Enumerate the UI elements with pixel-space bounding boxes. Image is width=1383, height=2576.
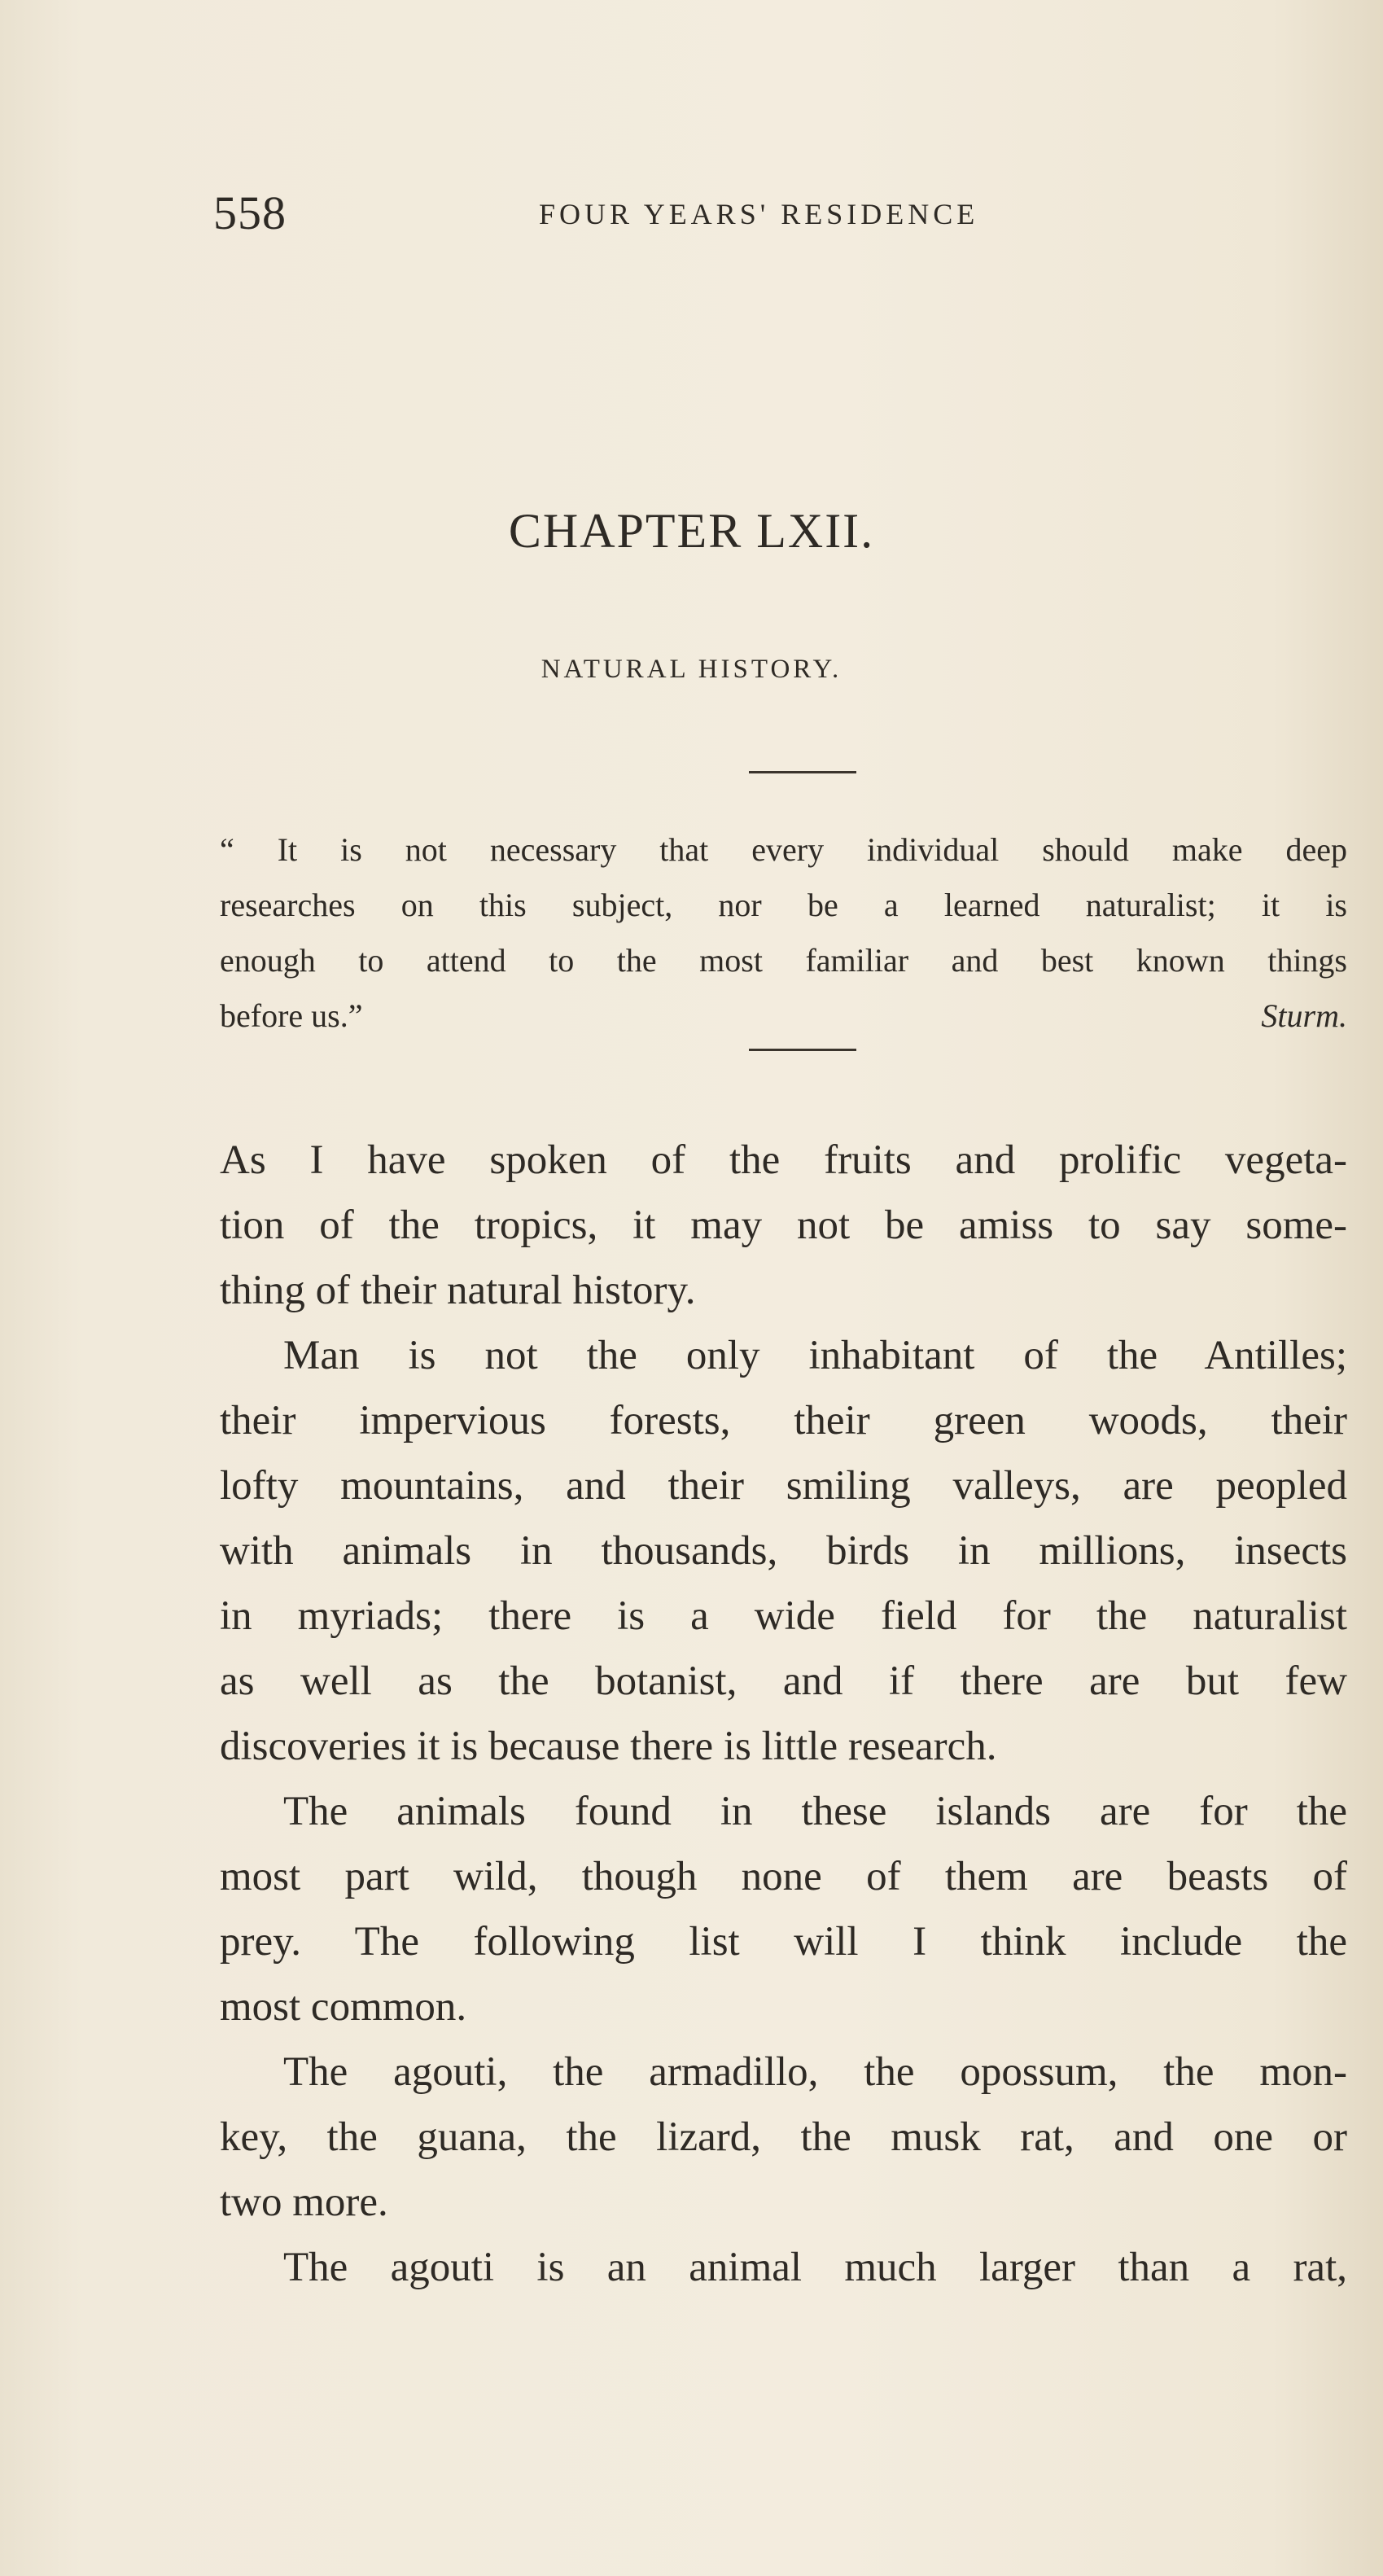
chapter-subtitle: NATURAL HISTORY. [541,655,842,684]
epigraph-line: “ It is not necessary that every individual should make deep [220,831,1347,868]
running-head [213,186,1255,239]
text-line: most common. [220,1984,467,2030]
text-line: The agouti, the armadillo, the opossum, the mon- [283,2049,1347,2095]
text-line: in myriads; there is a wide field for the naturalist [220,1593,1347,1639]
text-line: two more. [220,2180,388,2225]
epigraph-last-line [220,988,1347,1044]
epigraph [220,822,1347,1044]
text-line: thing of their natural history. [220,1268,696,1313]
text-line: as well as the botanist, and if there are but few [220,1658,1347,1704]
text-line: The animals found in these islands are for the [283,1789,1347,1834]
running-title: FOUR YEARS' RESIDENCE [539,198,979,230]
page-number: 558 [213,186,287,239]
body-text [220,1128,1347,2300]
text-line: As I have spoken of the fruits and prolific vegeta- [220,1137,1347,1183]
chapter-title: CHAPTER LXII. [508,504,875,558]
epigraph-source: Sturm. [1261,997,1347,1034]
text-line: tion of the tropics, it may not be amiss to say some- [220,1203,1347,1248]
top-rule [749,771,856,773]
text-line: discoveries it is because there is little research. [220,1724,997,1769]
text-line: Man is not the only inhabitant of the Antilles; [283,1333,1347,1378]
text-line: with animals in thousands, birds in millions, insects [220,1528,1347,1574]
epigraph-line: enough to attend to the most familiar and best known things [220,942,1347,979]
text-line: lofty mountains, and their smiling valleys, are peopled [220,1463,1347,1509]
text-line: prey. The following list will I think include the [220,1919,1347,1965]
text-line: key, the guana, the lizard, the musk rat, and one or [220,2114,1347,2160]
epigraph-line: researches on this subject, nor be a learned naturalist; it is [220,887,1347,923]
bottom-rule [749,1049,856,1051]
text-line: their impervious forests, their green woods, their [220,1398,1347,1444]
text-line: The agouti is an animal much larger than a rat, [283,2245,1347,2290]
epigraph-line: before us.” [220,997,363,1034]
text-line: most part wild, though none of them are beasts of [220,1854,1347,1899]
